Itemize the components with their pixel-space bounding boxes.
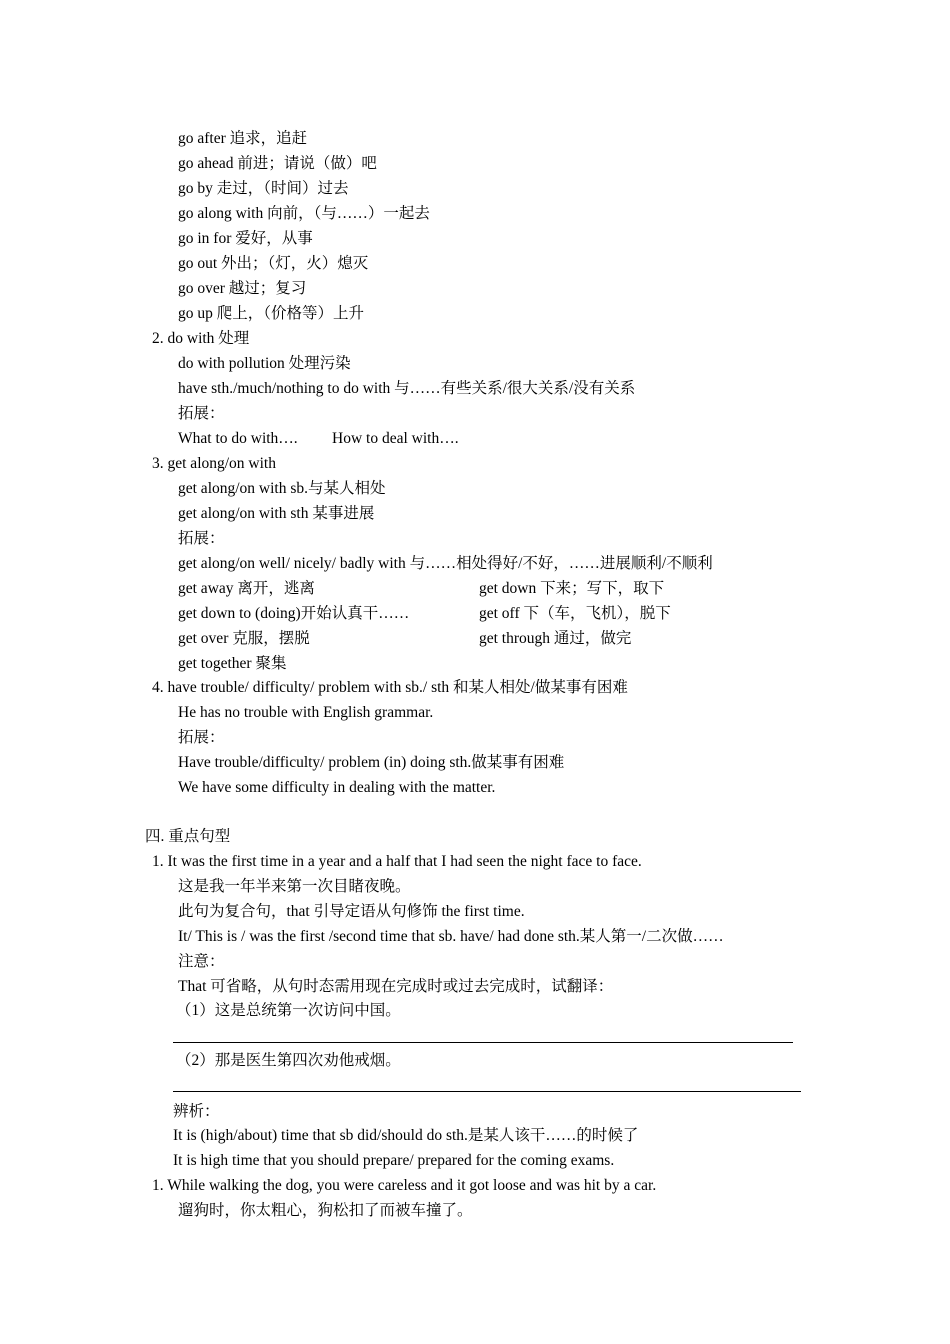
get-along-line: get along/on with sb.与某人相处	[178, 480, 386, 497]
exercise-question: （2）那是医生第四次劝他戒烟。	[176, 1052, 401, 1069]
answer-line	[173, 1091, 801, 1092]
phrase-left: get over 克服，摆脱	[178, 630, 310, 647]
extension-label: 拓展：	[178, 729, 225, 746]
go-over-line: go over 越过；复习	[178, 280, 307, 297]
answer-line	[173, 1042, 793, 1043]
translation-line: 遛狗时，你太粗心，狗松扣了而被车撞了。	[178, 1202, 473, 1219]
section-title: 四. 重点句型	[145, 828, 231, 845]
pattern-line: It is (high/about) time that sb did/should do sth.是某人该干……的时候了	[173, 1127, 639, 1144]
go-ahead-line: go ahead 前进；请说（做）吧	[178, 155, 377, 172]
go-after-line: go after 追求，追赶	[178, 130, 308, 147]
extension-label: 拓展：	[178, 405, 225, 422]
phrase-left: get away 离开，逃离	[178, 580, 315, 597]
example-sentence: It is high time that you should prepare/ prepared for the coming exams.	[173, 1152, 615, 1169]
pattern-line: It/ This is / was the first /second time that sb. have/ had done sth.某人第一/二次做……	[178, 928, 724, 945]
example-sentence: We have some difficulty in dealing with the matter.	[178, 779, 496, 796]
have-trouble-heading: 4. have trouble/ difficulty/ problem with sb./ sth 和某人相处/做某事有困难	[152, 679, 628, 696]
example-sentence: He has no trouble with English grammar.	[178, 704, 434, 721]
exercise-question: （1）这是总统第一次访问中国。	[176, 1002, 401, 1019]
analysis-label: 辨析：	[173, 1103, 220, 1120]
key-sentence: 1. It was the first time in a year and a half that I had seen the night face to face.	[152, 853, 642, 870]
translation-line: 这是我一年半来第一次目睹夜晚。	[178, 878, 411, 895]
note-line: That 可省略，从句时态需用现在完成时或过去完成时，试翻译：	[178, 978, 614, 995]
phrase-left: get down to (doing)开始认真干……	[178, 605, 410, 622]
go-in-for-line: go in for 爱好，从事	[178, 230, 313, 247]
note-line: 此句为复合句，that 引导定语从句修饰 the first time.	[178, 903, 525, 920]
extension-label: 拓展：	[178, 530, 225, 547]
get-along-line: get along/on with sth 某事进展	[178, 505, 375, 522]
note-label: 注意：	[178, 953, 225, 970]
phrase-right: get through 通过，做完	[479, 630, 632, 647]
phrase-line: Have trouble/difficulty/ problem (in) doing sth.做某事有困难	[178, 754, 565, 771]
get-along-line: get along/on well/ nicely/ badly with 与……相处得好/不好，……进展顺利/不顺利	[178, 555, 713, 572]
get-along-heading: 3. get along/on with	[152, 455, 276, 472]
phrase-right: get off 下（车，飞机），脱下	[479, 605, 671, 622]
do-with-ext-left: What to do with….	[178, 430, 298, 447]
do-with-line: have sth./much/nothing to do with 与……有些关系/很大关系/没有关系	[178, 380, 636, 397]
phrase-right: get down 下来；写下，取下	[479, 580, 665, 597]
do-with-line: do with pollution 处理污染	[178, 355, 351, 372]
go-along-with-line: go along with 向前，（与……）一起去	[178, 205, 430, 222]
do-with-ext-right: How to deal with….	[332, 430, 459, 447]
go-by-line: go by 走过，（时间）过去	[178, 180, 349, 197]
go-out-line: go out 外出；（灯，火）熄灭	[178, 255, 369, 272]
do-with-heading: 2. do with 处理	[152, 330, 250, 347]
key-sentence: 1. While walking the dog, you were careless and it got loose and was hit by a car.	[152, 1177, 657, 1194]
phrase-left: get together 聚集	[178, 655, 287, 672]
go-up-line: go up 爬上，（价格等）上升	[178, 305, 365, 322]
